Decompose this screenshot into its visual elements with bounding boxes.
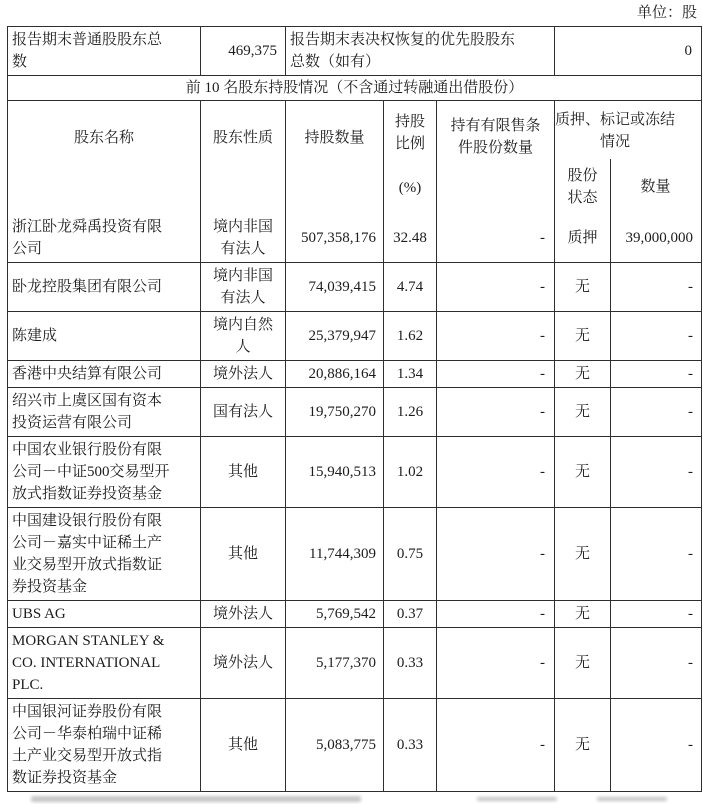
shareholder-nature-cell: 境内非国 有法人 — [201, 214, 286, 262]
share-status-cell: 无 — [555, 437, 611, 507]
shareholding-ratio-cell: 0.33 — [384, 628, 437, 698]
shareholder-name-cell: 香港中央结算有限公司 — [8, 361, 201, 387]
shares-held-cell: 15,940,513 — [286, 437, 384, 507]
pledge-quantity-cell: - — [688, 546, 693, 562]
pledge-quantity-cell: - — [688, 404, 693, 420]
header-shareholder-nature: 股东性质 — [201, 101, 286, 214]
pledge-quantity-cell: - — [688, 279, 693, 295]
shareholder-nature-cell: 其他 — [201, 508, 286, 600]
restricted-shares-cell: - — [437, 508, 555, 600]
section-title: 前 10 名股东持股情况（不含通过转融通出借股份） — [185, 80, 524, 96]
shareholder-name-cell: 陈建成 — [8, 312, 201, 360]
header-shares-held: 持股数量 — [286, 101, 384, 214]
shareholder-name-cell: 浙江卧龙舜禹投资有限 公司 — [8, 214, 201, 262]
header-restricted-shares: 持有有限售条 件股份数量 — [437, 101, 555, 214]
table-row — [8, 360, 701, 387]
restricted-shares-cell: - — [437, 437, 555, 507]
shareholder-nature-cell: 境外法人 — [201, 361, 286, 387]
scan-remnant — [7, 792, 702, 804]
share-status-cell: 无 — [555, 508, 611, 600]
header-pledge-quantity: 数量 — [640, 178, 671, 195]
share-status-cell: 无 — [555, 312, 611, 360]
restricted-shares-cell: - — [437, 214, 555, 262]
shareholding-ratio-cell: 0.37 — [384, 601, 437, 627]
header-shareholder-name: 股东名称 — [8, 101, 201, 214]
shares-held-cell: 507,358,176 — [286, 214, 384, 262]
header-shareholding-ratio: 持股 比例 (%) — [384, 101, 437, 214]
shareholding-ratio-cell: 1.26 — [384, 388, 437, 436]
scan-smudge — [477, 797, 557, 801]
shares-held-cell: 5,083,775 — [286, 699, 384, 791]
shareholder-table — [7, 26, 702, 792]
shareholding-ratio-cell: 4.74 — [384, 263, 437, 311]
restricted-shares-cell: - — [437, 388, 555, 436]
pledge-quantity-cell: - — [688, 366, 693, 382]
shares-held-cell: 5,769,542 — [286, 601, 384, 627]
shareholder-nature-cell: 境外法人 — [201, 601, 286, 627]
table-row — [8, 387, 701, 436]
pledge-quantity-cell: - — [688, 464, 693, 480]
shares-held-cell: 5,177,370 — [286, 628, 384, 698]
table-row — [8, 698, 701, 791]
unit-label: 单位：股 — [636, 5, 697, 21]
restricted-shares-cell: - — [437, 312, 555, 360]
ordinary-shareholders-value: 469,375 — [201, 27, 286, 75]
shareholder-name-cell: 中国建设银行股份有限 公司－嘉实中证稀土产 业交易型开放式指数证 券投资基金 — [8, 508, 201, 600]
shareholding-ratio-cell: 1.34 — [384, 361, 437, 387]
preferred-shareholders-label: 报告期末表决权恢复的优先股股东 总数（如有） — [286, 27, 555, 75]
section-title-row — [8, 75, 701, 100]
share-status-cell: 无 — [555, 361, 611, 387]
shareholder-name-cell: MORGAN STANLEY & CO. INTERNATIONAL PLC. — [8, 628, 201, 698]
share-status-cell: 无 — [555, 628, 611, 698]
shareholding-ratio-cell: 1.02 — [384, 437, 437, 507]
scan-smudge — [31, 796, 361, 802]
table-row — [8, 627, 701, 698]
header-pledge-group-label: 质押、标记或冻结 情况 — [555, 112, 676, 150]
header-pledge-subrow — [555, 159, 700, 214]
shareholder-name-cell: 绍兴市上虞区国有资本 投资运营有限公司 — [8, 388, 201, 436]
shareholding-ratio-cell: 0.33 — [384, 699, 437, 791]
shareholder-nature-cell: 境内自然 人 — [201, 312, 286, 360]
shareholder-name-cell: UBS AG — [8, 601, 201, 627]
share-status-cell: 无 — [555, 601, 611, 627]
shareholder-nature-cell: 国有法人 — [201, 388, 286, 436]
preferred-shareholders-value: 0 — [684, 43, 692, 59]
shares-held-cell: 19,750,270 — [286, 388, 384, 436]
shareholder-name-cell: 卧龙控股集团有限公司 — [8, 263, 201, 311]
ordinary-shareholders-label: 报告期末普通股股东总 数 — [8, 27, 201, 75]
shares-held-cell: 20,886,164 — [286, 361, 384, 387]
shares-held-cell: 25,379,947 — [286, 312, 384, 360]
shareholder-nature-cell: 其他 — [201, 437, 286, 507]
header-pledge-group — [555, 101, 700, 214]
scan-smudge — [597, 797, 667, 801]
table-row — [8, 600, 701, 627]
table-header-row — [8, 100, 701, 214]
share-status-cell: 无 — [555, 263, 611, 311]
restricted-shares-cell: - — [437, 263, 555, 311]
share-status-cell: 无 — [555, 699, 611, 791]
pledge-quantity-cell: - — [688, 606, 693, 622]
pledge-quantity-cell: - — [688, 655, 693, 671]
shareholder-name-cell: 中国农业银行股份有限 公司－中证500交易型开 放式指数证券投资基金 — [8, 437, 201, 507]
shares-held-cell: 74,039,415 — [286, 263, 384, 311]
table-row — [8, 214, 701, 262]
pledge-quantity-cell: 39,000,000 — [625, 230, 693, 246]
share-status-cell: 无 — [555, 388, 611, 436]
shareholder-nature-cell: 境内非国 有法人 — [201, 263, 286, 311]
shareholder-name-cell: 中国银河证券股份有限 公司－华泰柏瑞中证稀 土产业交易型开放式指 数证券投资基金 — [8, 699, 201, 791]
table-row — [8, 507, 701, 600]
table-row — [8, 311, 701, 360]
shares-held-cell: 11,744,309 — [286, 508, 384, 600]
restricted-shares-cell: - — [437, 699, 555, 791]
shareholding-ratio-cell: 32.48 — [384, 214, 437, 262]
shareholding-ratio-cell: 0.75 — [384, 508, 437, 600]
shareholder-rows — [8, 214, 701, 791]
shareholder-nature-cell: 境外法人 — [201, 628, 286, 698]
summary-row — [8, 27, 701, 75]
restricted-shares-cell: - — [437, 628, 555, 698]
share-status-cell: 质押 — [555, 214, 611, 262]
pledge-quantity-cell: - — [688, 328, 693, 344]
header-share-status: 股份 状态 — [555, 159, 611, 214]
restricted-shares-cell: - — [437, 361, 555, 387]
shareholder-nature-cell: 其他 — [201, 699, 286, 791]
restricted-shares-cell: - — [437, 601, 555, 627]
table-row — [8, 436, 701, 507]
shareholding-ratio-cell: 1.62 — [384, 312, 437, 360]
table-row — [8, 262, 701, 311]
pledge-quantity-cell: - — [688, 737, 693, 753]
